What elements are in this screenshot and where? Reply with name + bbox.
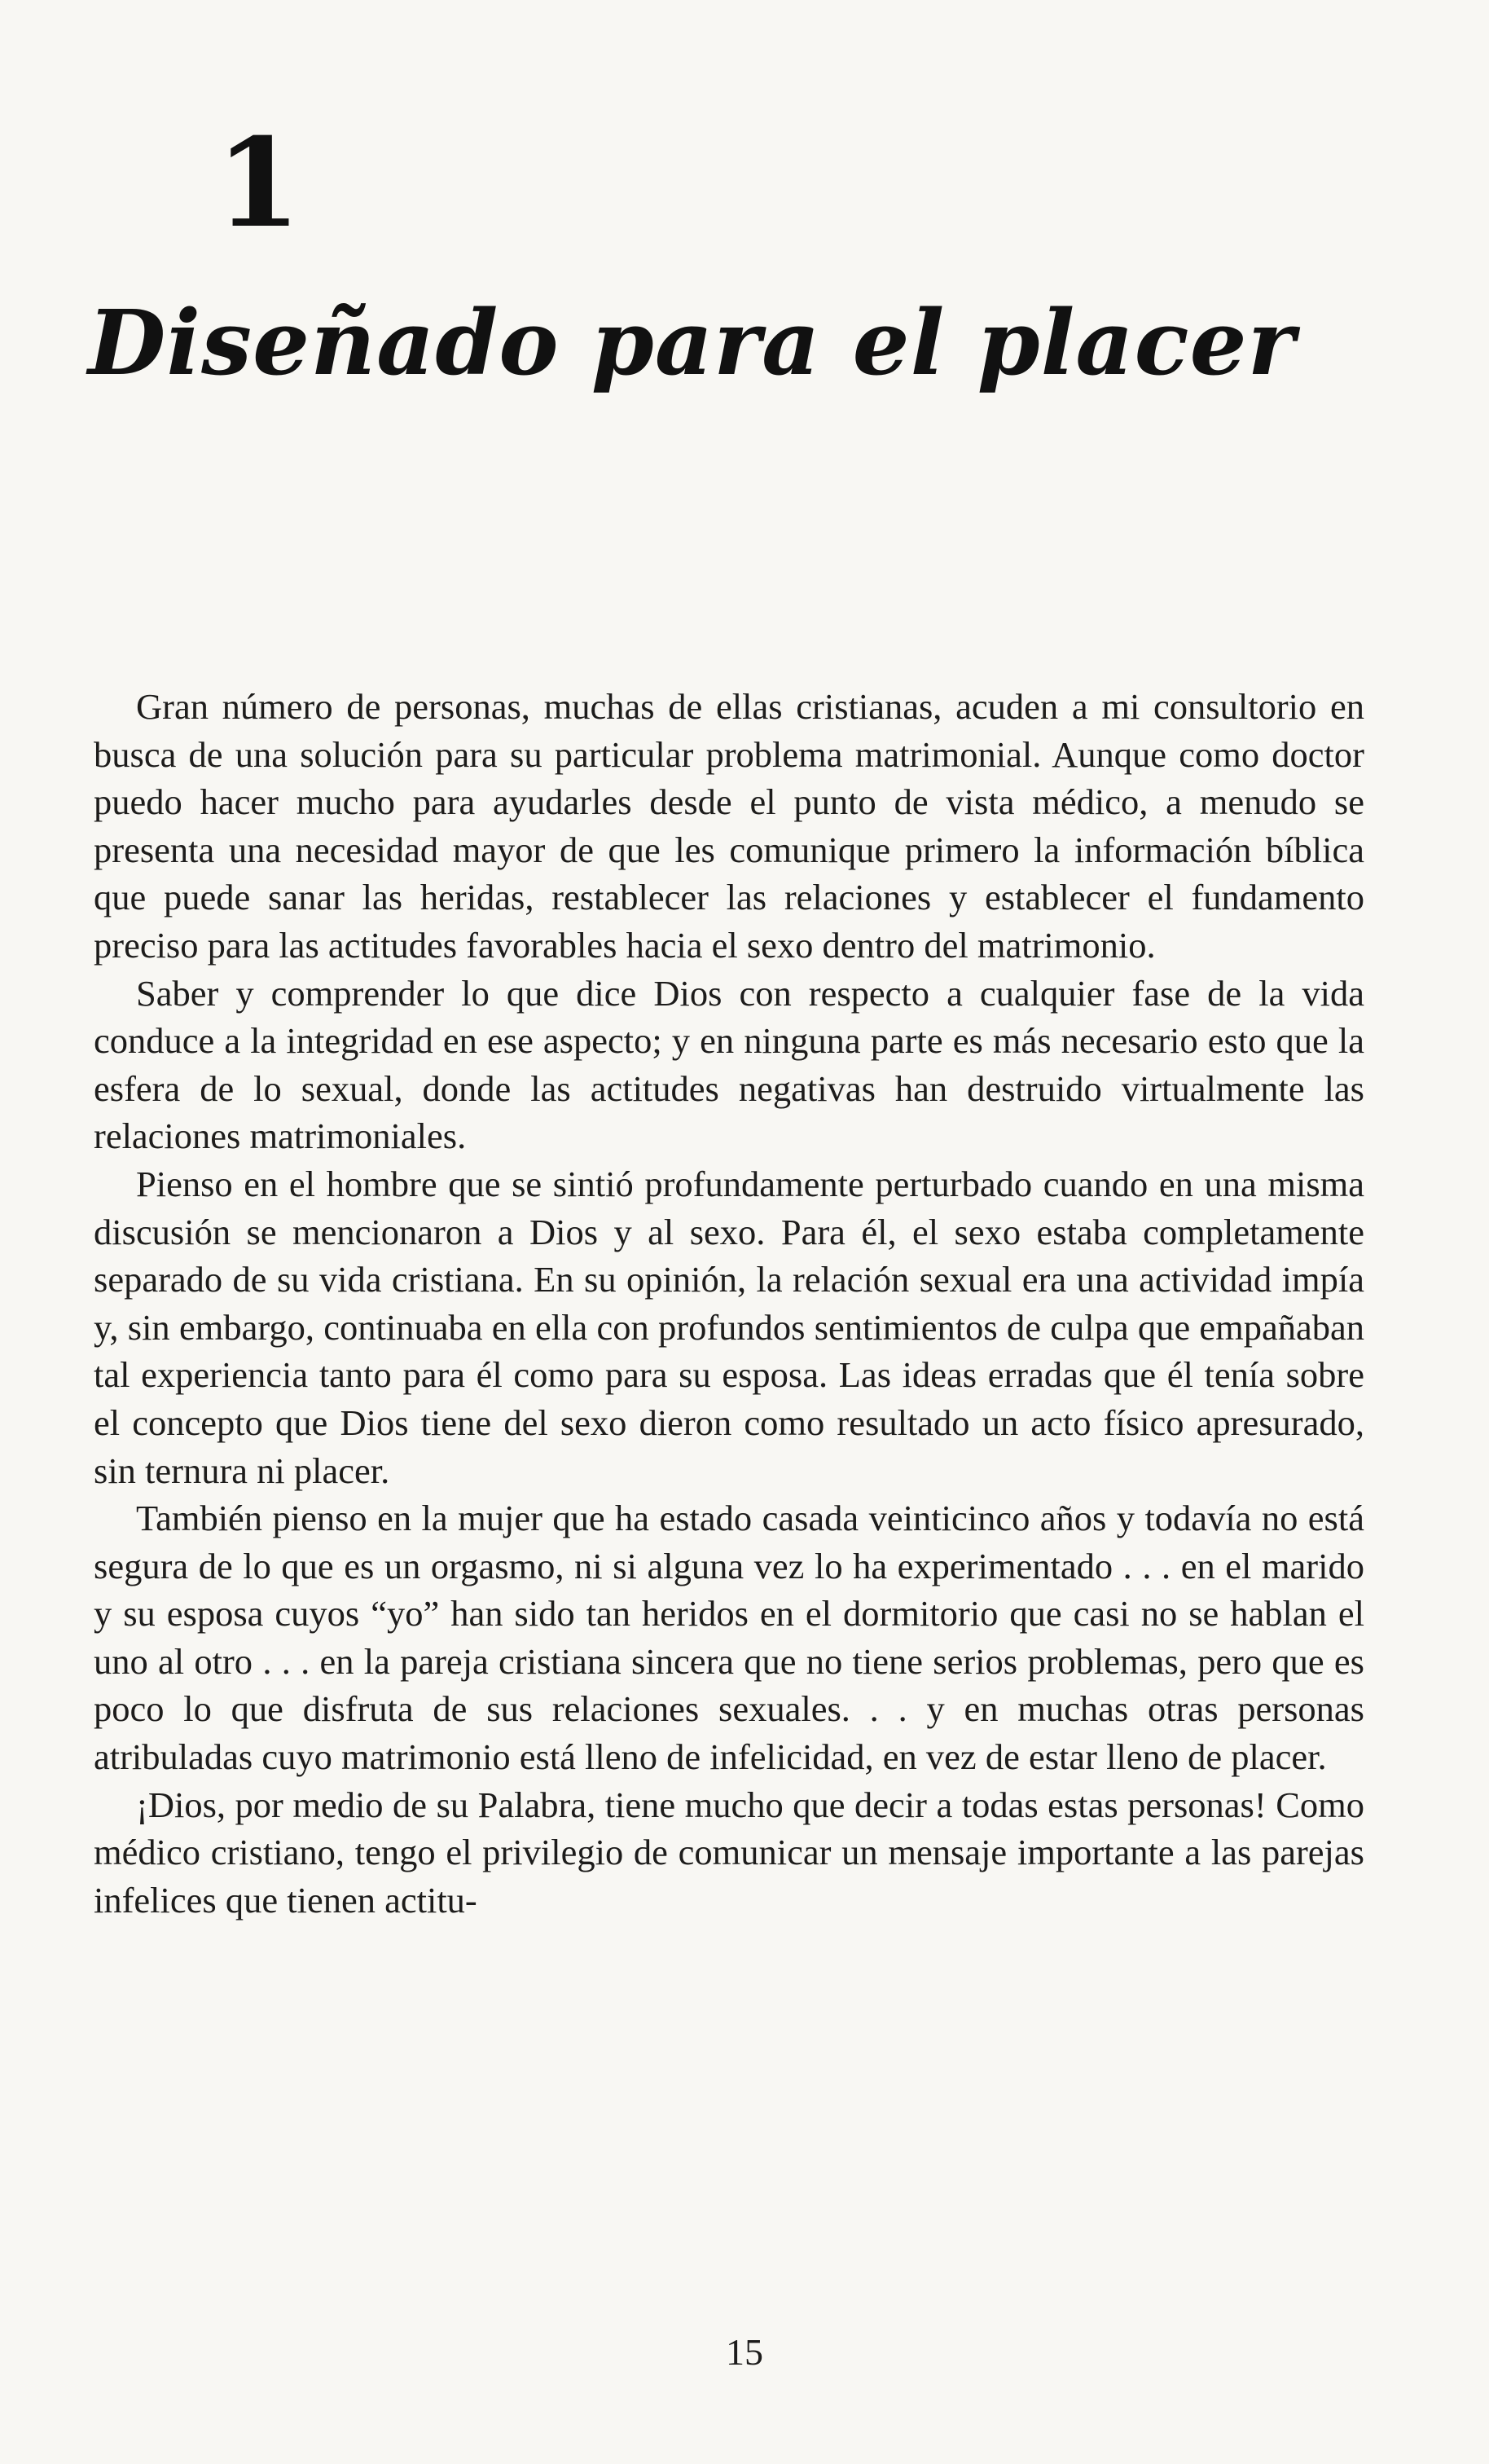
- paragraph: ¡Dios, por medio de su Palabra, tiene mucho que decir a todas estas personas! Como médico cristiano, tengo el privilegio de comunicar un mensaje importante a las parejas infelices que tienen actitu-: [94, 1784, 1364, 1921]
- paragraph: También pienso en la mujer que ha estado casada veinticinco años y todavía no está segura de lo que es un orgasmo, ni si alguna vez lo ha experimentado . . . en el marido y su esposa cuyos “yo” han sido tan heridos en el dormitorio que casi no se hablan el uno al otro . . . en la pareja cristiana sincera que no tiene serios problemas, pero que es poco lo que disfruta de sus relaciones sexuales. . . y en muchas otras personas atribuladas cuyo matrimonio está lleno de infelicidad, en vez de estar lleno de placer.: [94, 1498, 1364, 1778]
- chapter-title: Diseñado para el placer: [88, 290, 1296, 395]
- paragraph: Pienso en el hombre que se sintió profundamente perturbado cuando en una misma discusión se mencionaron a Dios y al sexo. Para él, el sexo estaba completamente separado de su vida cristiana. En su opinión, la relación sexual era una actividad impía y, sin embargo, continuaba en ella con profundos sentimientos de culpa que empañaban tal experiencia tanto para él como para su esposa. Las ideas erradas que él tenía sobre el concepto que Dios tiene del sexo dieron como resultado un acto físico apresurado, sin ternura ni placer.: [94, 1163, 1364, 1491]
- chapter-number: 1: [216, 112, 301, 255]
- paragraph: Saber y comprender lo que dice Dios con respecto a cualquier fase de la vida conduce a la integridad en ese aspecto; y en ninguna parte es más necesario esto que la esfera de lo sexual, donde las actitudes negativas han destruido virtualmente las relaciones matrimoniales.: [94, 972, 1364, 1157]
- paragraph: Gran número de personas, muchas de ellas cristianas, acuden a mi consultorio en busca de una solución para su particular problema matrimonial. Aunque como doctor puedo hacer mucho para ayudarles desde el punto de vista médico, a menudo se presenta una necesidad mayor de que les comunique primero la información bíblica que puede sanar las heridas, restablecer las relaciones y establecer el fundamento preciso para las actitudes favorables hacia el sexo dentro del matrimonio.: [94, 686, 1364, 966]
- page-number: 15: [726, 2331, 763, 2373]
- body-text: [94, 683, 1364, 1924]
